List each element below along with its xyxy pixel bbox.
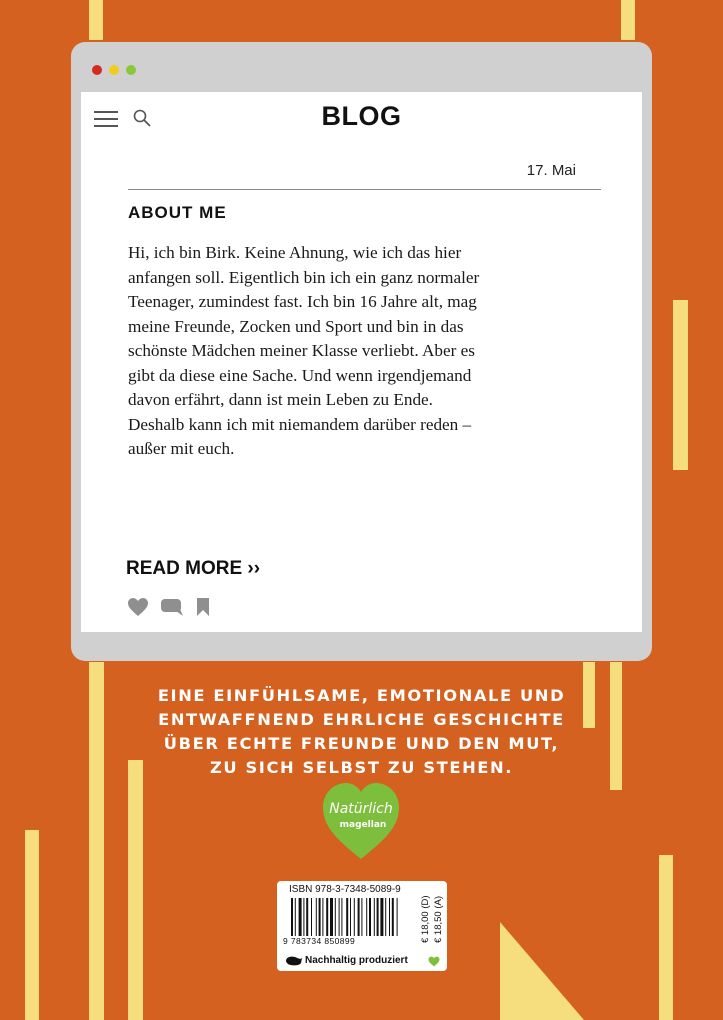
post-body-line: schönste Mädchen meiner Klasse verliebt. Aber es: [128, 341, 475, 360]
tagline: [0, 684, 723, 780]
comment-icon[interactable]: [160, 597, 184, 617]
decor-stripe: [673, 300, 688, 470]
barcode-bar: [380, 898, 383, 936]
barcode-bar: [389, 898, 390, 936]
barcode-bar: [322, 898, 323, 936]
post-body-line: gibt da diese eine Sache. Und wenn irgendjemand: [128, 365, 472, 385]
barcode-bar: [319, 898, 321, 936]
barcode-bar: [339, 898, 340, 936]
bookmark-icon[interactable]: [196, 597, 210, 617]
blog-panel: [81, 92, 642, 632]
maximize-dot[interactable]: [126, 65, 136, 75]
blog-title: BLOG: [321, 101, 402, 131]
barcode-bar: [311, 898, 312, 936]
price-at: € 18,50 (A): [433, 896, 444, 943]
barcode-bar: [303, 898, 304, 936]
barcode-bar: [295, 898, 296, 936]
divider: [128, 189, 601, 190]
tagline-line: ÜBER ECHTE FREUNDE UND DEN MUT,: [163, 734, 560, 753]
barcode-bar: [385, 898, 386, 936]
barcode-bar: [330, 898, 333, 936]
publisher-logo: [321, 781, 401, 861]
decor-stripe: [659, 855, 673, 1020]
barcode-bar: [361, 898, 362, 936]
barcode-digits: 9 783734 850899: [283, 936, 356, 946]
logo-line2: magellan: [339, 820, 387, 830]
post-date: 17. Mai: [526, 162, 576, 179]
read-more-link[interactable]: READ MORE ››: [126, 558, 261, 579]
decor-triangle: [500, 922, 620, 1020]
post-body-line: außer mit euch.: [128, 439, 235, 458]
tagline-line: ENTWAFFNEND EHRLICHE GESCHICHTE: [158, 710, 565, 729]
isbn-label: ISBN 978-3-7348-5089-9: [289, 884, 401, 895]
decor-stripe: [25, 830, 39, 1020]
barcode-bar: [306, 898, 308, 936]
price-de: € 18,00 (D): [420, 895, 431, 943]
close-dot[interactable]: [92, 65, 102, 75]
post-body-line: meine Freunde, Zocken und Sport und bin in das: [128, 316, 464, 336]
browser-window: [71, 42, 652, 661]
heart-icon[interactable]: [127, 597, 149, 617]
heart-icon: [428, 956, 440, 967]
decor-stripe: [89, 0, 103, 40]
post-heading: ABOUT ME: [128, 203, 227, 222]
post-body-line: Deshalb kann ich mit niemandem darüber reden –: [128, 414, 472, 434]
barcode-box: [277, 881, 447, 971]
barcode-bar: [299, 898, 302, 936]
barcode-bar: [377, 898, 379, 936]
post-body-line: anfangen soll. Eigentlich bin ich ein ganz normaler: [128, 267, 480, 287]
barcode-bar: [335, 898, 336, 936]
barcode-bar: [369, 898, 371, 936]
decor-stripe: [621, 0, 635, 40]
barcode-bar: [346, 898, 348, 936]
tagline-line: EINE EINFÜHLSAME, EMOTIONALE UND: [157, 686, 566, 705]
post-body: [128, 241, 568, 462]
barcode-bar: [397, 898, 398, 936]
barcode-bar: [291, 898, 293, 936]
barcode-bar: [374, 898, 375, 936]
barcode-bar: [366, 898, 367, 936]
barcode-bar: [354, 898, 355, 936]
barcode-bar: [392, 898, 394, 936]
barcode-bar: [341, 898, 342, 936]
post-body-line: Hi, ich bin Birk. Keine Ahnung, wie ich das hier: [128, 243, 462, 262]
logo-line1: Natürlich: [329, 801, 393, 817]
post-body-line: davon erfährt, dann ist mein Leben zu Ende.: [128, 390, 433, 409]
barcode-bar: [326, 898, 328, 936]
tagline-line: ZU SICH SELBST ZU STEHEN.: [209, 758, 514, 777]
whale-icon: [285, 955, 303, 967]
post-body-line: Teenager, zumindest fast. Ich bin 16 Jahre alt, mag: [128, 292, 477, 311]
sustainability-label: Nachhaltig produziert: [305, 955, 408, 966]
decor-stripe: [128, 760, 143, 1020]
barcode-bar: [350, 898, 351, 936]
barcode-bar: [358, 898, 360, 936]
barcode-bar: [316, 898, 317, 936]
barcode-bars: [291, 898, 419, 938]
minimize-dot[interactable]: [109, 65, 119, 75]
